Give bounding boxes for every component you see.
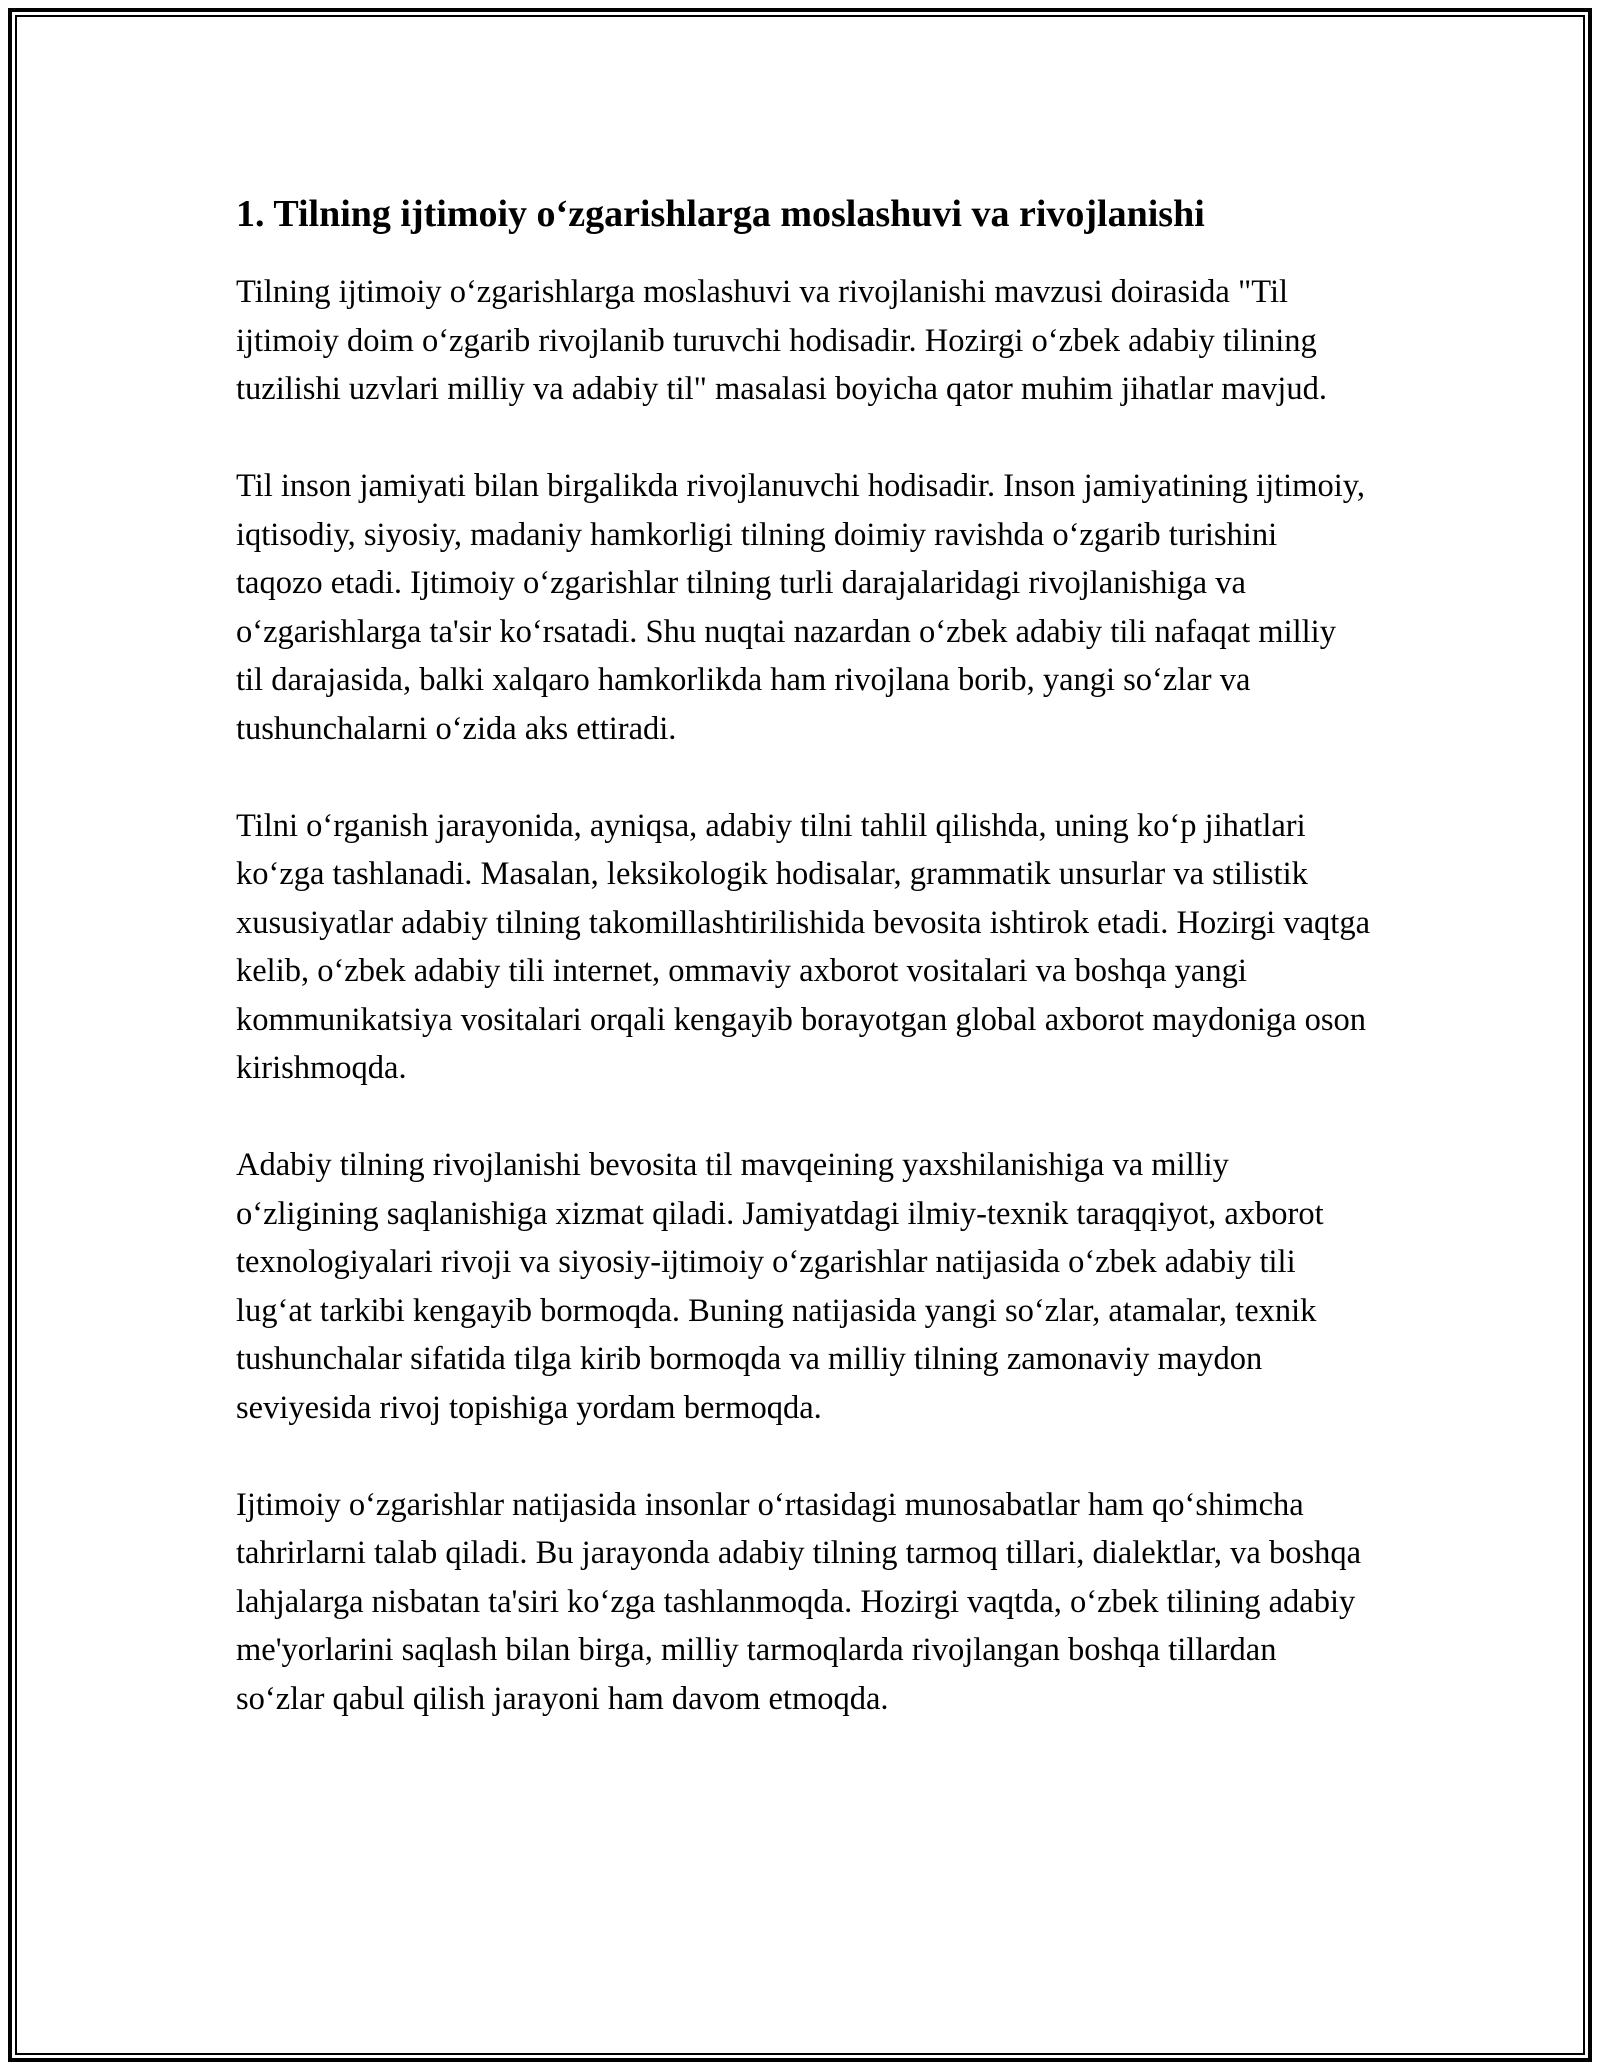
document-body [236,186,1370,1772]
paragraph-5: Ijtimoiy o‘zgarishlar natijasida insonlar o‘rtasidagi munosabatlar ham qo‘shimcha tahrirlarni talab qiladi. Bu jarayonda adabiy tilning tarmoq tillari, dialektlar, va boshqa lahjalarga nisbatan ta'siri ko‘zga tashlanmoqda. Hozirgi vaqtda, o‘zbek tilining adabiy me'yorlarini saqlash bilan birga, milliy tarmoqlarda rivojlangan boshqa tillardan so‘zlar qabul qilish jarayoni ham davom etmoqda. [236,1486,1362,1717]
paragraph-4: Adabiy tilning rivojlanishi bevosita til mavqeining yaxshilanishiga va milliy o‘zligining saqlanishiga xizmat qiladi. Jamiyatdagi ilmiy-texnik taraqqiyot, axborot texnologiyalari rivoji va siyosiy-ijtimoiy o‘zgarishlar natijasida o‘zbek adabiy tili lug‘at tarkibi kengayib bormoqda. Buning natijasida yangi so‘zlar, atamalar, texnik tushunchalar sifatida tilga kirib bormoqda va milliy tilning zamonaviy maydon seviyesida rivoj topishiga yordam bermoqda. [236,1147,1324,1426]
section-title: 1. Tilning ijtimoiy o‘zgarishlarga moslashuvi va rivojlanishi [236,193,1205,235]
paragraph-3: Tilni o‘rganish jarayonida, ayniqsa, adabiy tilni tahlil qilishda, uning ko‘p jihatlari ko‘zga tashlanadi. Masalan, leksikologik hodisalar, grammatik unsurlar va stilistik xususiyatlar adabiy tilning takomillashtirilishida bevosita ishtirok etadi. Hozirgi vaqtga kelib, o‘zbek adabiy tili internet, ommaviy axborot vositalari va boshqa yangi kommunikatsiya vositalari orqali kengayib borayotgan global axborot maydoniga oson kirishmoqda. [236,807,1370,1086]
paragraph-2: Til inson jamiyati bilan birgalikda rivojlanuvchi hodisadir. Inson jamiyatining ijtimoiy, iqtisodiy, siyosiy, madaniy hamkorligi tilning doimiy ravishda o‘zgarib turishini taqozo etadi. Ijtimoiy o‘zgarishlar tilning turli darajalaridagi rivojlanishiga va o‘zgarishlarga ta'sir ko‘rsatadi. Shu nuqtai nazardan o‘zbek adabiy tili nafaqat milliy til darajasida, balki xalqaro hamkorlikda ham rivojlana borib, yangi so‘zlar va tushunchalarni o‘zida aks ettiradi. [236,468,1365,747]
paragraph-1: Tilning ijtimoiy o‘zgarishlarga moslashuvi va rivojlanishi mavzusi doirasida "Til ijtimoiy doim o‘zgarib rivojlanib turuvchi hodisadir. Hozirgi o‘zbek adabiy tilining tuzilishi uzvlari milliy va adabiy til" masalasi boyicha qator muhim jihatlar mavjud. [236,274,1327,407]
